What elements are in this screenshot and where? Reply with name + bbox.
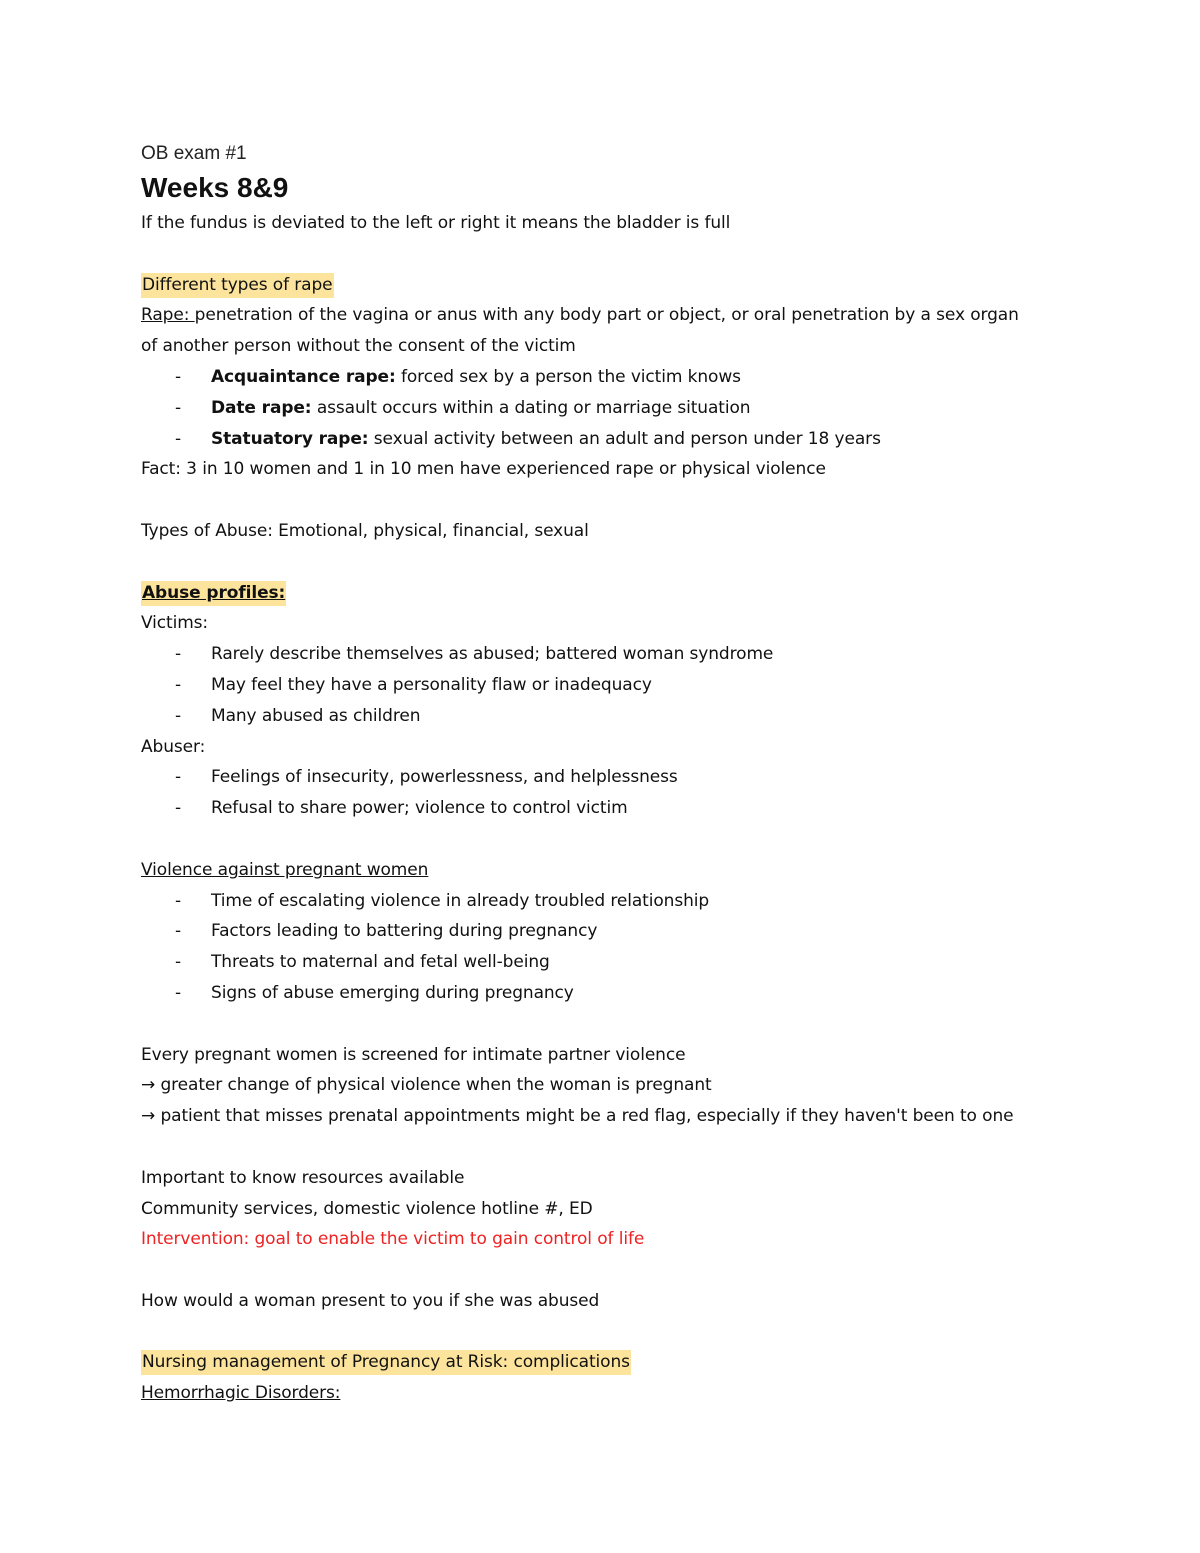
- doc-subtitle: OB exam #1: [141, 143, 247, 164]
- bullet-text: Signs of abuse emerging during pregnancy: [211, 982, 574, 1003]
- bullet-dash: -: [175, 644, 182, 665]
- list-item: [141, 362, 1061, 393]
- screening-line2: → greater change of physical violence when the woman is pregnant: [141, 1075, 712, 1096]
- bullet-text: assault occurs within a dating or marriage situation: [311, 397, 751, 418]
- victims-label: Victims:: [141, 613, 209, 634]
- rape-definition-text: penetration of the vagina or anus with any body part or object, or oral penetration by a sex organ: [194, 305, 1019, 326]
- screening-line1: Every pregnant women is screened for intimate partner violence: [141, 1044, 686, 1065]
- bullet-dash: -: [175, 674, 182, 695]
- list-item: [141, 947, 1061, 978]
- list-item: [141, 701, 1061, 732]
- abuse-profiles-heading-line: [141, 578, 1061, 609]
- pregnant-violence-heading-line: [141, 855, 1061, 886]
- bullet-text: Feelings of insecurity, powerlessness, and helplessness: [211, 767, 678, 788]
- spacer: [141, 824, 1061, 855]
- nursing-heading: Nursing management of Pregnancy at Risk: complications: [141, 1350, 631, 1375]
- list-item: [141, 639, 1061, 670]
- bullet-dash: -: [175, 798, 182, 819]
- nursing-heading-line: [141, 1347, 1061, 1378]
- bullet-text: Time of escalating violence in already troubled relationship: [211, 890, 710, 911]
- spacer: [141, 1317, 1061, 1348]
- pregnant-violence-heading: Violence against pregnant women: [141, 859, 429, 880]
- bullet-dash: -: [175, 890, 182, 911]
- rape-types-heading-line: [141, 270, 1061, 301]
- list-item: [141, 670, 1061, 701]
- resources-line1: Important to know resources available: [141, 1167, 465, 1188]
- bullet-dash: -: [175, 767, 182, 788]
- bullet-dash: -: [175, 397, 182, 418]
- bullet-text: May feel they have a personality flaw or inadequacy: [211, 674, 652, 695]
- rape-fact: Fact: 3 in 10 women and 1 in 10 men have experienced rape or physical violence: [141, 459, 826, 480]
- spacer: [141, 1132, 1061, 1163]
- rape-definition-line1: [141, 300, 1061, 331]
- list-item: [141, 424, 1061, 455]
- bullet-dash: -: [175, 366, 182, 387]
- resources-line2: Community services, domestic violence hotline #, ED: [141, 1198, 593, 1219]
- list-item: [141, 793, 1061, 824]
- bullet-dash: -: [175, 428, 182, 449]
- bullet-dash: -: [175, 705, 182, 726]
- bullet-text: forced sex by a person the victim knows: [395, 366, 741, 387]
- bullet-term: Statuatory rape:: [211, 428, 369, 449]
- fundus-note: If the fundus is deviated to the left or right it means the bladder is full: [141, 213, 731, 233]
- bullet-text: Factors leading to battering during pregnancy: [211, 921, 598, 942]
- bullet-term: Date rape:: [211, 397, 312, 418]
- hemorrhagic-heading-line: [141, 1378, 1061, 1409]
- abuse-profiles-heading: Abuse profiles:: [141, 581, 286, 606]
- hemorrhagic-heading: Hemorrhagic Disorders:: [141, 1383, 341, 1404]
- rape-definition-line2: of another person without the consent of the victim: [141, 336, 576, 357]
- list-item: [141, 762, 1061, 793]
- abuse-types: Types of Abuse: Emotional, physical, financial, sexual: [141, 520, 589, 541]
- screening-line3: → patient that misses prenatal appointments might be a red flag, especially if they haven't been to one: [141, 1106, 1014, 1127]
- bullet-text: Rarely describe themselves as abused; battered woman syndrome: [211, 644, 774, 665]
- bullet-dash: -: [175, 952, 182, 973]
- bullet-term: Acquaintance rape:: [211, 366, 396, 387]
- document-page: [141, 140, 1061, 1409]
- bullet-text: sexual activity between an adult and person under 18 years: [368, 428, 881, 449]
- list-item: [141, 393, 1061, 424]
- bullet-text: Refusal to share power; violence to control victim: [211, 798, 628, 819]
- bullet-text: Many abused as children: [211, 705, 421, 726]
- spacer: [141, 1255, 1061, 1286]
- rape-types-heading: Different types of rape: [141, 273, 334, 298]
- bullet-text: Threats to maternal and fetal well-being: [211, 952, 550, 973]
- bullet-dash: -: [175, 921, 182, 942]
- abuser-label: Abuser:: [141, 736, 206, 757]
- intervention-note: Intervention: goal to enable the victim to gain control of life: [141, 1229, 645, 1250]
- spacer: [141, 485, 1061, 516]
- rape-definition-label: Rape:: [141, 305, 195, 326]
- presentation-question: How would a woman present to you if she was abused: [141, 1290, 600, 1311]
- spacer: [141, 1009, 1061, 1040]
- spacer: [141, 547, 1061, 578]
- doc-title: Weeks 8&9: [141, 172, 289, 203]
- list-item: [141, 978, 1061, 1009]
- list-item: [141, 886, 1061, 917]
- list-item: [141, 916, 1061, 947]
- bullet-dash: -: [175, 982, 182, 1003]
- spacer: [141, 239, 1061, 270]
